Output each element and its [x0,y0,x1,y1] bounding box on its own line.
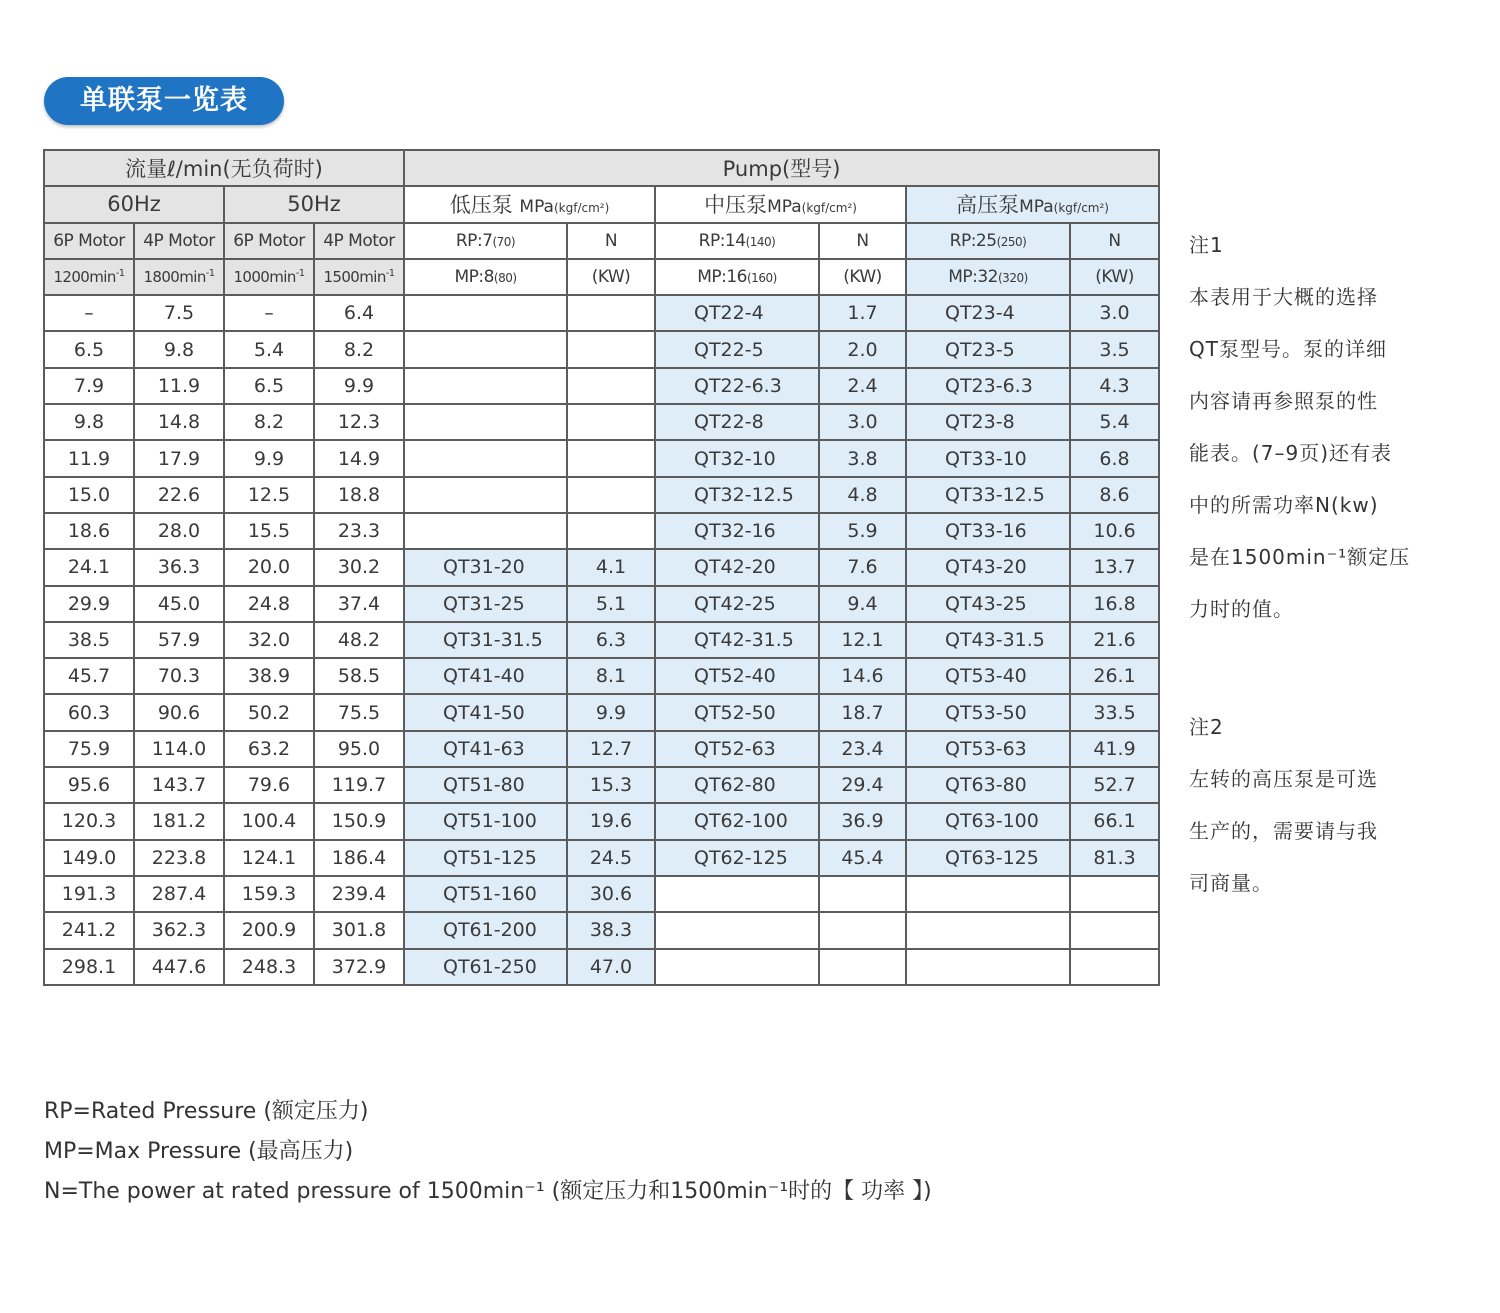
model-cell: QT51-80 [404,767,567,803]
flow-cell: 241.2 [44,912,134,948]
model-cell: QT52-50 [655,694,819,730]
power-cell: 18.7 [819,694,906,730]
flow-cell: 18.8 [314,477,404,513]
power-cell: 3.0 [1070,295,1159,331]
model-cell: QT33-12.5 [906,477,1070,513]
model-cell: QT63-100 [906,803,1070,839]
flow-cell: 38.5 [44,622,134,658]
power-cell [819,876,906,912]
power-cell: 3.8 [819,440,906,476]
model-cell [655,949,819,985]
power-cell: 30.6 [567,876,655,912]
power-cell: 26.1 [1070,658,1159,694]
flow-cell: 95.0 [314,731,404,767]
pump-header: Pump(型号) [404,150,1159,186]
flow-cell: 186.4 [314,840,404,876]
power-cell: 4.1 [567,549,655,585]
table-row [44,440,1159,476]
flow-cell: 60.3 [44,694,134,730]
power-cell: 3.0 [819,404,906,440]
table-row [44,622,1159,658]
note1-line: 内容请再参照泵的性 [1189,389,1378,413]
flow-cell: 11.9 [44,440,134,476]
power-cell: 12.1 [819,622,906,658]
model-cell: QT52-63 [655,731,819,767]
model-cell: QT31-31.5 [404,622,567,658]
flow-cell: 24.8 [224,586,314,622]
power-cell: 5.4 [1070,404,1159,440]
flow-cell: 5.4 [224,331,314,367]
flow-cell: 6.5 [44,331,134,367]
flow-cell: 120.3 [44,803,134,839]
model-cell [906,876,1070,912]
mid-pressure-header: 中压泵MPa(kgf/cm²) [655,186,906,222]
power-cell: 19.6 [567,803,655,839]
flow-cell: 20.0 [224,549,314,585]
rpm-1500: $1500\min^{-1}$ [314,259,404,295]
table-row [44,767,1159,803]
flow-cell: 79.6 [224,767,314,803]
model-cell: QT52-40 [655,658,819,694]
note1-line: 能表。(7–9页)还有表 [1189,441,1393,465]
model-cell: QT32-10 [655,440,819,476]
model-cell [655,876,819,912]
rpm-1800: $1800\min^{-1}$ [134,259,224,295]
model-cell: QT42-25 [655,586,819,622]
hz60-header: 60Hz [44,186,224,222]
flow-cell: 48.2 [314,622,404,658]
power-cell: 9.9 [567,694,655,730]
power-cell: 47.0 [567,949,655,985]
flow-cell: 17.9 [134,440,224,476]
mid-kw: (KW) [819,259,906,295]
model-cell: QT43-31.5 [906,622,1070,658]
model-cell: QT62-80 [655,767,819,803]
flow-cell: 191.3 [44,876,134,912]
table-row [44,803,1159,839]
model-cell: QT42-20 [655,549,819,585]
flow-cell: 22.6 [134,477,224,513]
flow-cell: 70.3 [134,658,224,694]
model-cell: QT33-10 [906,440,1070,476]
model-cell: QT42-31.5 [655,622,819,658]
flow-cell: 6.5 [224,368,314,404]
power-cell: 81.3 [1070,840,1159,876]
table-row [44,331,1159,367]
table-row [44,404,1159,440]
model-cell: QT51-160 [404,876,567,912]
model-cell [404,477,567,513]
model-cell: QT41-50 [404,694,567,730]
legend-mp: MP=Max Pressure (最高压力) [44,1139,354,1164]
power-cell: 15.3 [567,767,655,803]
power-cell: 8.6 [1070,477,1159,513]
power-cell [567,513,655,549]
flow-cell: 23.3 [314,513,404,549]
flow-cell: 362.3 [134,912,224,948]
power-cell: 24.5 [567,840,655,876]
model-cell [655,912,819,948]
note2-title: 注2 [1189,715,1224,739]
flow-cell: 15.0 [44,477,134,513]
mid-n: N [819,223,906,259]
low-kw: (KW) [567,259,655,295]
model-cell: QT63-80 [906,767,1070,803]
flow-cell: 37.4 [314,586,404,622]
model-cell: QT41-40 [404,658,567,694]
flow-cell: 30.2 [314,549,404,585]
flow-header: 流量ℓ/min(无负荷时) [44,150,404,186]
model-cell: QT43-20 [906,549,1070,585]
model-cell: QT53-40 [906,658,1070,694]
low-n: N [567,223,655,259]
model-cell: QT33-16 [906,513,1070,549]
flow-cell: 45.0 [134,586,224,622]
table-row [44,912,1159,948]
note2-line: 左转的高压泵是可选 [1189,767,1378,791]
flow-cell: 95.6 [44,767,134,803]
model-cell: QT22-5 [655,331,819,367]
table-row [44,549,1159,585]
rpm-1000: $1000\min^{-1}$ [224,259,314,295]
table-row [44,876,1159,912]
model-cell [906,912,1070,948]
table-row [44,586,1159,622]
flow-cell: 200.9 [224,912,314,948]
power-cell [567,440,655,476]
flow-cell: 239.4 [314,876,404,912]
power-cell: 8.1 [567,658,655,694]
model-cell [404,295,567,331]
flow-cell: 223.8 [134,840,224,876]
flow-cell: 8.2 [224,404,314,440]
flow-cell: 9.9 [224,440,314,476]
power-cell: 45.4 [819,840,906,876]
model-cell: QT22-8 [655,404,819,440]
motor-6p-50hz: 6P Motor [224,223,314,259]
flow-cell: 75.9 [44,731,134,767]
power-cell: 3.5 [1070,331,1159,367]
note1-line: 本表用于大概的选择 [1189,285,1378,309]
power-cell [567,331,655,367]
flow-cell: 15.5 [224,513,314,549]
model-cell: QT41-63 [404,731,567,767]
flow-cell: 9.9 [314,368,404,404]
model-cell: QT61-200 [404,912,567,948]
flow-cell: – [44,295,134,331]
power-cell: 6.8 [1070,440,1159,476]
power-cell: 7.6 [819,549,906,585]
flow-cell: 11.9 [134,368,224,404]
model-cell: QT51-125 [404,840,567,876]
flow-cell: 57.9 [134,622,224,658]
high-kw: (KW) [1070,259,1159,295]
page-title: 单联泵一览表 [44,77,284,125]
power-cell: 5.9 [819,513,906,549]
table-row [44,949,1159,985]
model-cell: QT23-4 [906,295,1070,331]
model-cell: QT32-16 [655,513,819,549]
high-n: N [1070,223,1159,259]
table-row [44,840,1159,876]
flow-cell: 100.4 [224,803,314,839]
legend-rp: RP=Rated Pressure (额定压力) [44,1099,369,1124]
power-cell: 21.6 [1070,622,1159,658]
flow-cell: 372.9 [314,949,404,985]
power-cell: 16.8 [1070,586,1159,622]
power-cell: 10.6 [1070,513,1159,549]
model-cell: QT22-6.3 [655,368,819,404]
flow-cell: 12.3 [314,404,404,440]
flow-cell: 143.7 [134,767,224,803]
flow-cell: 29.9 [44,586,134,622]
model-cell [404,368,567,404]
model-cell: QT61-250 [404,949,567,985]
power-cell: 29.4 [819,767,906,803]
model-cell: QT53-50 [906,694,1070,730]
power-cell [1070,949,1159,985]
rpm-1200: $1200\min^{-1}$ [44,259,134,295]
legend-n: N=The power at rated pressure of 1500min⁻¹ (额定压力和1500min⁻¹时的【 功率 】) [44,1179,932,1204]
flow-cell: 6.4 [314,295,404,331]
table-row [44,368,1159,404]
table-row [44,731,1159,767]
pump-table [43,149,1160,986]
model-cell [404,331,567,367]
flow-cell: 12.5 [224,477,314,513]
model-cell [404,513,567,549]
model-cell [404,404,567,440]
model-cell: QT31-25 [404,586,567,622]
power-cell: 1.7 [819,295,906,331]
note1-line: 力时的值。 [1189,597,1294,621]
flow-cell: 8.2 [314,331,404,367]
flow-cell: 14.8 [134,404,224,440]
flow-cell: 24.1 [44,549,134,585]
power-cell [567,295,655,331]
flow-cell: 50.2 [224,694,314,730]
model-cell: QT22-4 [655,295,819,331]
table-row [44,694,1159,730]
low-rp: RP:7(70) [404,223,567,259]
model-cell: QT32-12.5 [655,477,819,513]
flow-cell: 181.2 [134,803,224,839]
flow-cell: 45.7 [44,658,134,694]
power-cell: 14.6 [819,658,906,694]
flow-cell: 18.6 [44,513,134,549]
flow-cell: 63.2 [224,731,314,767]
power-cell [1070,876,1159,912]
low-pressure-header: 低压泵 MPa(kgf/cm²) [404,186,655,222]
power-cell: 66.1 [1070,803,1159,839]
motor-4p-60hz: 4P Motor [134,223,224,259]
flow-cell: 75.5 [314,694,404,730]
power-cell: 36.9 [819,803,906,839]
flow-cell: 58.5 [314,658,404,694]
note1-title: 注1 [1189,233,1224,257]
flow-cell: 301.8 [314,912,404,948]
power-cell: 6.3 [567,622,655,658]
flow-cell: 7.5 [134,295,224,331]
power-cell: 41.9 [1070,731,1159,767]
power-cell: 33.5 [1070,694,1159,730]
flow-cell: 114.0 [134,731,224,767]
flow-cell: 28.0 [134,513,224,549]
model-cell: QT51-100 [404,803,567,839]
table-row [44,513,1159,549]
high-pressure-header: 高压泵MPa(kgf/cm²) [906,186,1159,222]
flow-cell: 14.9 [314,440,404,476]
mid-rp: RP:14(140) [655,223,819,259]
model-cell: QT62-100 [655,803,819,839]
note1-line: 是在1500min⁻¹额定压 [1189,545,1411,569]
flow-cell: 7.9 [44,368,134,404]
power-cell: 4.8 [819,477,906,513]
motor-4p-50hz: 4P Motor [314,223,404,259]
model-cell [404,440,567,476]
power-cell [819,949,906,985]
note2-line: 生产的，需要请与我 [1189,819,1378,843]
high-rp: RP:25(250) [906,223,1070,259]
model-cell: QT23-8 [906,404,1070,440]
notes [1189,225,1429,915]
flow-cell: 447.6 [134,949,224,985]
power-cell [567,368,655,404]
flow-cell: 119.7 [314,767,404,803]
power-cell [567,404,655,440]
flow-cell: 298.1 [44,949,134,985]
note1-line: 中的所需功率N(kw) [1189,493,1379,517]
model-cell: QT23-5 [906,331,1070,367]
flow-cell: 9.8 [44,404,134,440]
legend [44,1094,932,1214]
model-cell: QT31-20 [404,549,567,585]
model-cell: QT53-63 [906,731,1070,767]
model-cell: QT23-6.3 [906,368,1070,404]
high-mp: MP:32(320) [906,259,1070,295]
power-cell [1070,912,1159,948]
power-cell: 38.3 [567,912,655,948]
power-cell: 2.4 [819,368,906,404]
hz50-header: 50Hz [224,186,404,222]
flow-cell: 248.3 [224,949,314,985]
power-cell: 2.0 [819,331,906,367]
model-cell [906,949,1070,985]
power-cell: 13.7 [1070,549,1159,585]
flow-cell: 9.8 [134,331,224,367]
motor-6p-60hz: 6P Motor [44,223,134,259]
table-row [44,295,1159,331]
flow-cell: 287.4 [134,876,224,912]
power-cell: 9.4 [819,586,906,622]
mid-mp: MP:16(160) [655,259,819,295]
model-cell: QT43-25 [906,586,1070,622]
note1-line: QT泵型号。泵的详细 [1189,337,1387,361]
flow-cell: 32.0 [224,622,314,658]
power-cell: 4.3 [1070,368,1159,404]
flow-cell: 38.9 [224,658,314,694]
model-cell: QT62-125 [655,840,819,876]
flow-cell: 124.1 [224,840,314,876]
flow-cell: 159.3 [224,876,314,912]
model-cell: QT63-125 [906,840,1070,876]
power-cell: 52.7 [1070,767,1159,803]
power-cell [819,912,906,948]
low-mp: MP:8(80) [404,259,567,295]
flow-cell: 90.6 [134,694,224,730]
power-cell: 23.4 [819,731,906,767]
power-cell: 12.7 [567,731,655,767]
table-row [44,658,1159,694]
note2-line: 司商量。 [1189,871,1273,895]
flow-cell: 149.0 [44,840,134,876]
power-cell: 5.1 [567,586,655,622]
flow-cell: 150.9 [314,803,404,839]
flow-cell: 36.3 [134,549,224,585]
power-cell [567,477,655,513]
flow-cell: – [224,295,314,331]
table-row [44,477,1159,513]
